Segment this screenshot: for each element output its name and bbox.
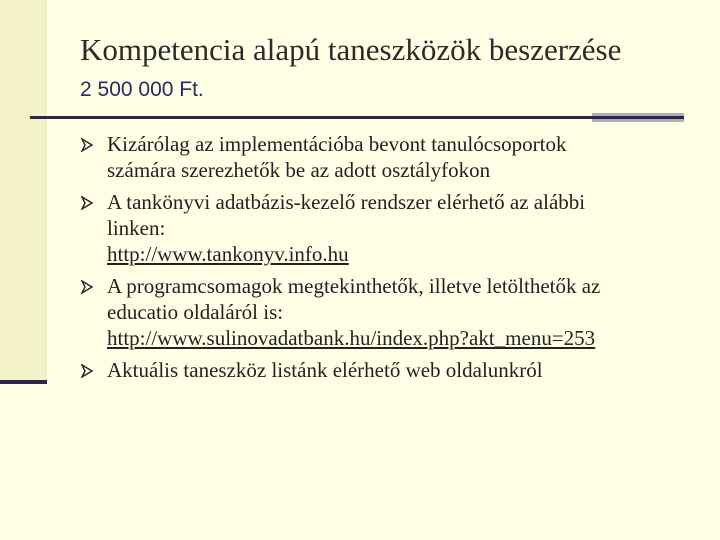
arrow-bullet-icon	[80, 364, 94, 378]
arrow-bullet-icon	[80, 138, 94, 152]
left-side-panel	[0, 0, 47, 382]
sulinova-link[interactable]: http://www.sulinovadatbank.hu/index.php?akt_menu=253	[107, 326, 596, 350]
bullet-text-line: A programcsomagok megtekinthetők, illetve letölthetők az	[107, 274, 601, 298]
tankonyv-link[interactable]: http://www.tankonyv.info.hu	[107, 242, 349, 266]
slide-title: Kompetencia alapú taneszközök beszerzése	[80, 32, 622, 67]
bullet-item	[80, 357, 700, 383]
bullet-item	[80, 273, 700, 351]
bullet-text-line: linken:	[107, 216, 166, 240]
bullet-text-line: Kizárólag az implementációba bevont tanulócsoportok	[107, 132, 567, 156]
bullet-text-line: educatio oldaláról is:	[107, 300, 284, 324]
title-divider	[30, 116, 684, 119]
bullet-item	[80, 131, 700, 183]
bullet-text-line: A tankönyvi adatbázis-kezelő rendszer elérhető az alábbi	[107, 190, 586, 214]
arrow-bullet-icon	[80, 196, 94, 210]
left-panel-accent-line	[0, 380, 47, 384]
bullet-item	[80, 189, 700, 267]
slide-subtitle: 2 500 000 Ft.	[80, 78, 204, 101]
bullet-text-line: számára szerezhetők be az adott osztályfokon	[107, 158, 491, 182]
bullet-text-line: Aktuális taneszköz listánk elérhető web oldalunkról	[107, 358, 543, 382]
arrow-bullet-icon	[80, 280, 94, 294]
bullet-list	[80, 131, 700, 389]
